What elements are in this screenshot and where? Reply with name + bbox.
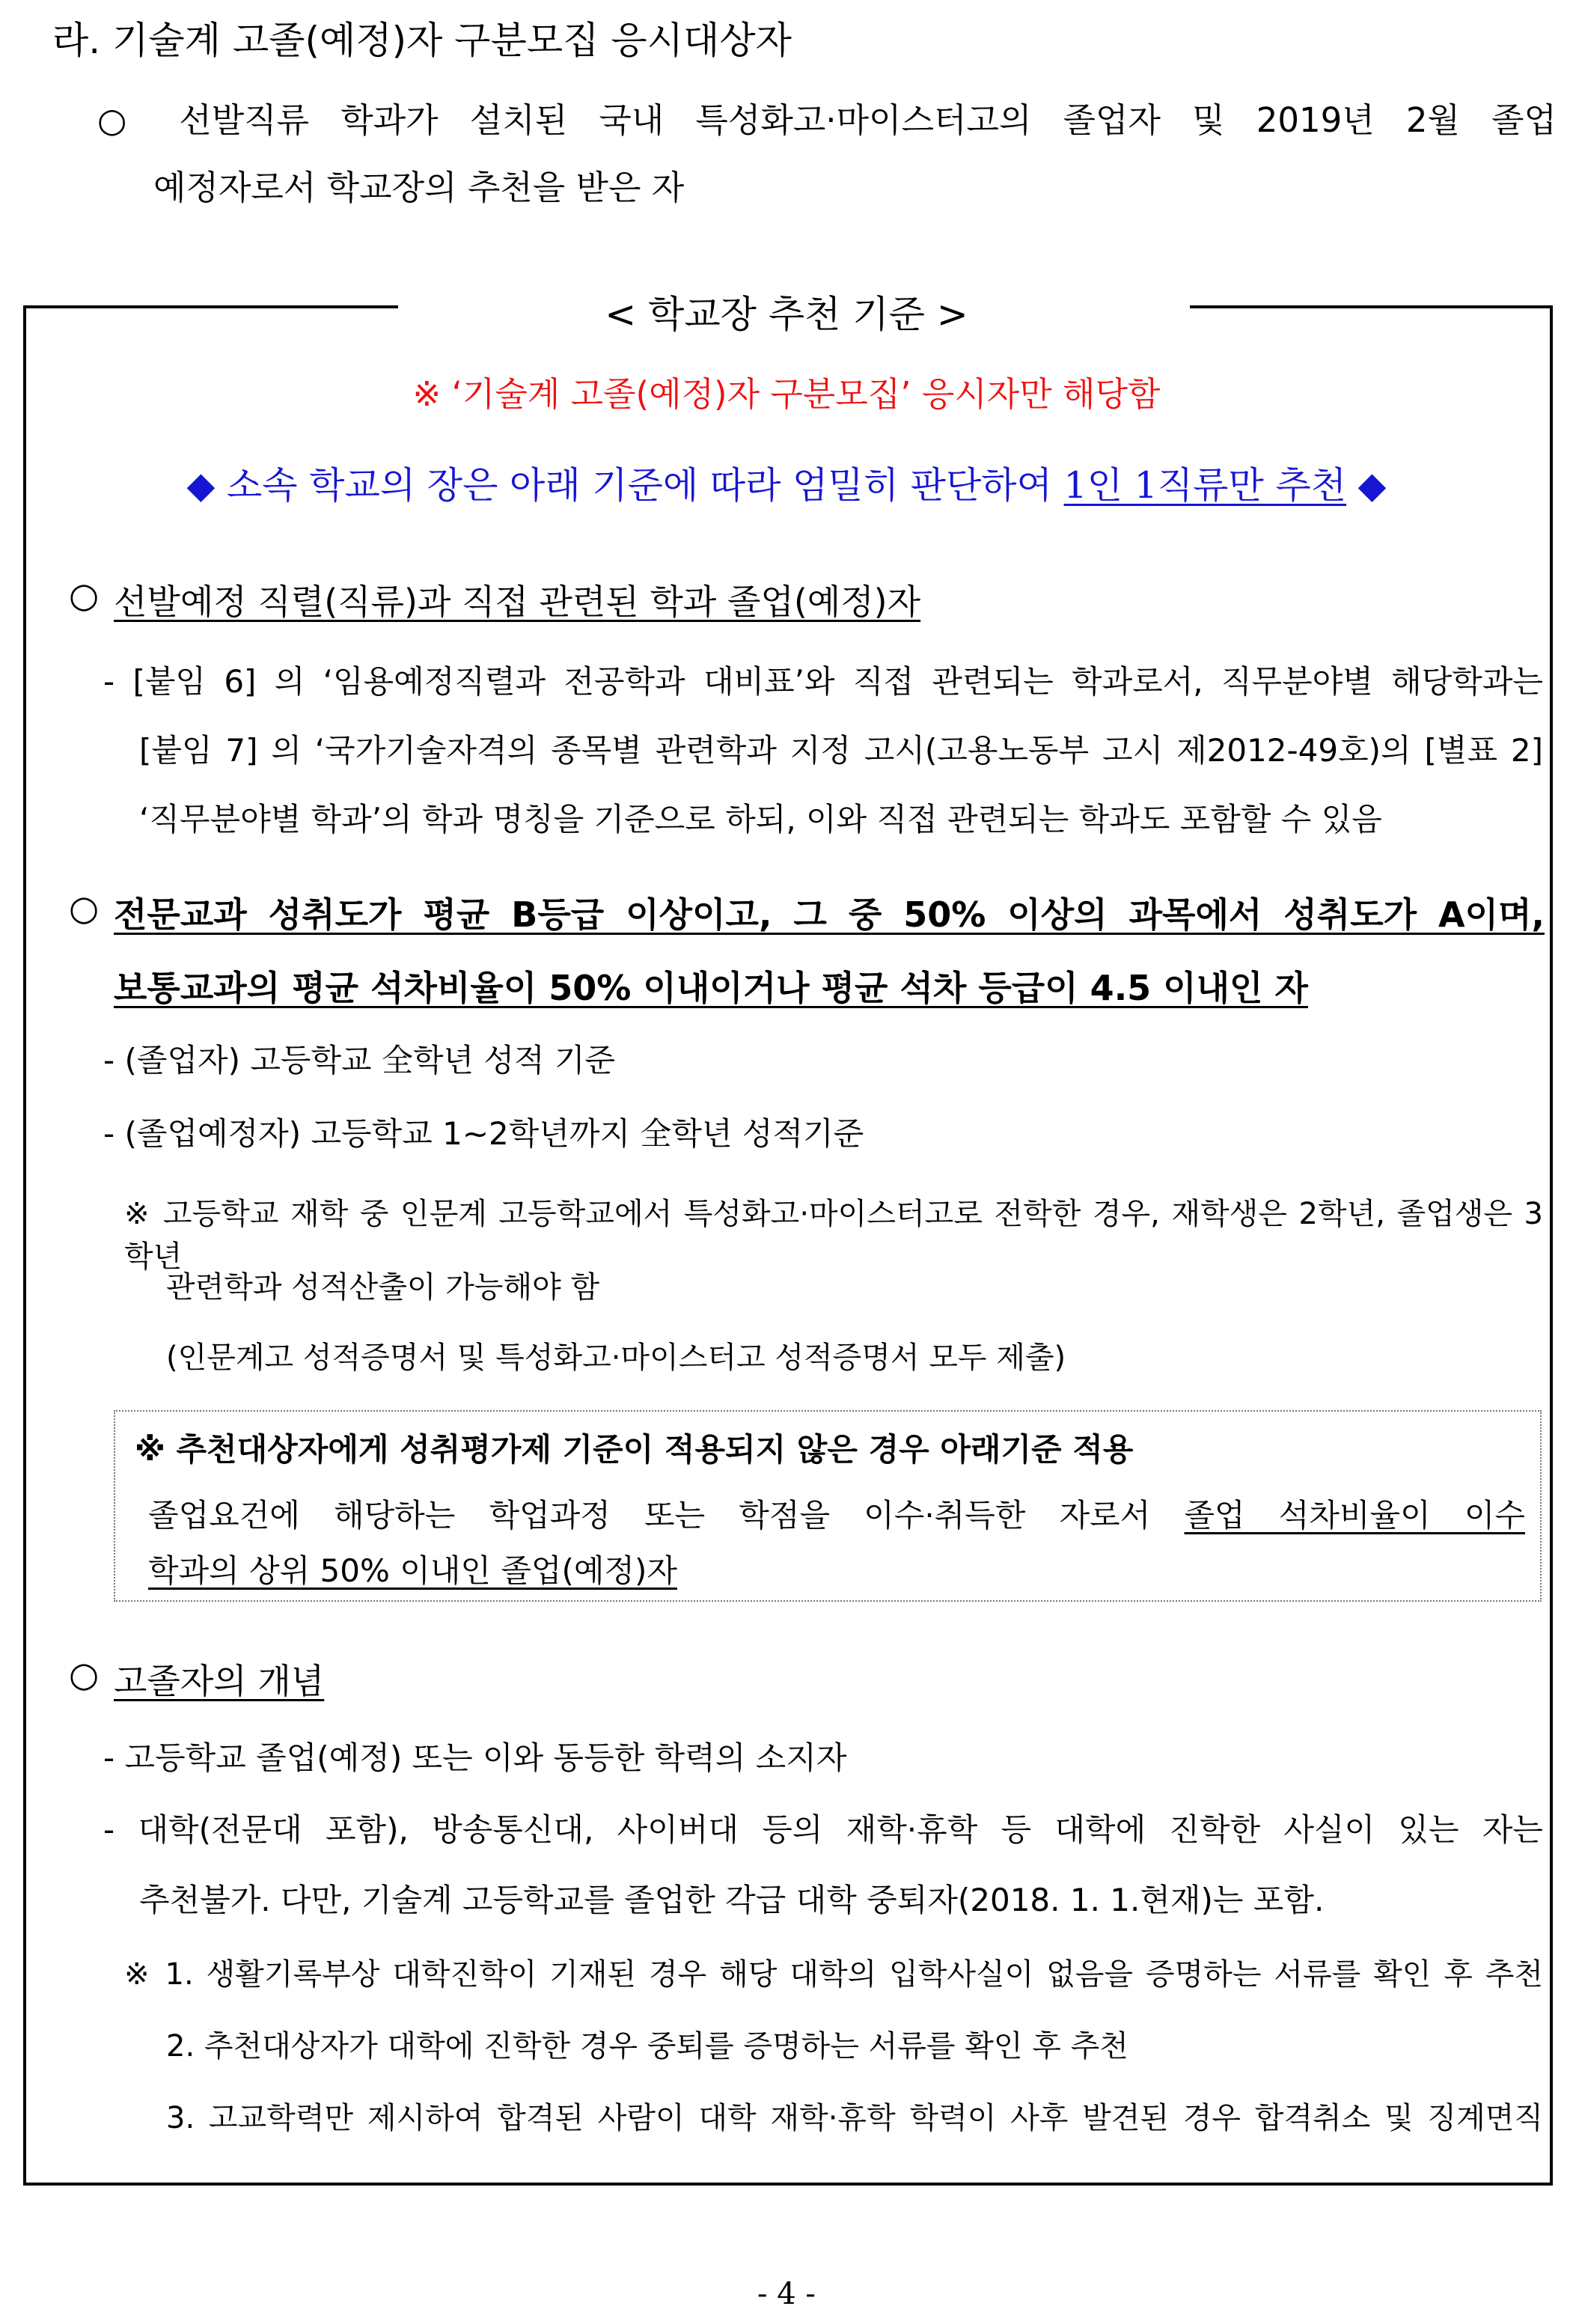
item2-title-2: 보통교과의 평균 석차비율이 50% 이내이거나 평균 석차 등급이 4.5 이내인 자	[114, 968, 1308, 1008]
criteria-title: < 학교장 추천 기준 >	[605, 293, 968, 336]
page-number: - 4 -	[757, 2277, 816, 2311]
item1-bullet: ○	[69, 575, 100, 615]
exception-box-line-1	[148, 1491, 1525, 1536]
intro-line-1: ○ 선발직류 학과가 설치된 국내 특성화고·마이스터고의 졸업자 및 2019년 2월 졸업	[97, 100, 1557, 140]
principle-prefix: ◆ 소속 학교의 장은 아래 기준에 따라 엄밀히 판단하여	[186, 464, 1064, 507]
item3-bullet: ○	[69, 1654, 100, 1695]
item1-title: 선발예정 직렬(직류)과 직접 관련된 학과 졸업(예정)자	[114, 582, 921, 622]
intro-line-2: 예정자로서 학교장의 추천을 받은 자	[153, 168, 685, 207]
item2-sub-1: - (졸업자) 고등학교 全학년 성적 기준	[103, 1042, 616, 1079]
item3-note-2: 2. 추천대상자가 대학에 진학한 경우 중퇴를 증명하는 서류를 확인 후 추천	[166, 2029, 1128, 2064]
principle-suffix: ◆	[1346, 464, 1387, 507]
item1-detail-3: ‘직무분야별 학과’의 학과 명칭을 기준으로 하되, 이와 직접 관련되는 학과도 포함할 수 있음	[139, 801, 1382, 838]
exception-box-line-1-underlined: 졸업 석차비율이 이수	[1184, 1497, 1525, 1534]
exception-box-title: ※ 추천대상자에게 성취평가제 기준이 적용되지 않은 경우 아래기준 적용	[135, 1431, 1134, 1468]
item1-detail-1: - [붙임 6] 의 ‘임용예정직렬과 전공학과 대비표’와 직접 관련되는 학과로서, 직무분야별 해당학과는	[103, 663, 1543, 700]
principle-underlined: 1인 1직류만 추천	[1063, 464, 1347, 507]
item3-sub-2b: 추천불가. 다만, 기술계 고등학교를 졸업한 각급 대학 중퇴자(2018. 1. 1.현재)는 포함.	[139, 1882, 1325, 1918]
item2-title-1: 전문교과 성취도가 평균 B등급 이상이고, 그 중 50% 이상의 과목에서 성취도가 A이며,	[114, 894, 1545, 935]
section-heading: 라. 기술계 고졸(예정)자 구분모집 응시대상자	[52, 19, 792, 62]
item2-sub-2: - (졸업예정자) 고등학교 1~2학년까지 全학년 성적기준	[103, 1115, 864, 1152]
exception-box-line-2: 학과의 상위 50% 이내인 졸업(예정)자	[148, 1552, 677, 1589]
item3-title: 고졸자의 개념	[114, 1661, 325, 1701]
principle-line	[0, 457, 1573, 509]
item3-note-3: 3. 고교학력만 제시하여 합격된 사람이 대학 재학·휴학 학력이 사후 발견된 경우 합격취소 및 징계면직	[166, 2101, 1543, 2135]
item1-detail-2: [붙임 7] 의 ‘국가기술자격의 종목별 관련학과 지정 고시(고용노동부 고시 제2012-49호)의 [별표 2]	[139, 732, 1543, 769]
item3-sub-2a: - 대학(전문대 포함), 방송통신대, 사이버대 등의 재학·휴학 등 대학에 진학한 사실이 있는 자는	[103, 1811, 1543, 1848]
exception-box-line-1-prefix: 졸업요건에 해당하는 학업과정 또는 학점을 이수·취득한 자로서	[148, 1497, 1185, 1534]
item2-note-2: 관련학과 성적산출이 가능해야 함	[166, 1270, 600, 1305]
item2-note-1: ※ 고등학교 재학 중 인문계 고등학교에서 특성화고·마이스터고로 전학한 경우, 재학생은 2학년, 졸업생은 3학년	[124, 1197, 1543, 1274]
item3-note-1: ※ 1. 생활기록부상 대학진학이 기재된 경우 해당 대학의 입학사실이 없음을 증명하는 서류를 확인 후 추천	[124, 1957, 1543, 1992]
item2-note-3: (인문계고 성적증명서 및 특성화고·마이스터고 성적증명서 모두 제출)	[166, 1341, 1066, 1375]
item2-bullet: ○	[69, 888, 100, 928]
item3-sub-1: - 고등학교 졸업(예정) 또는 이와 동등한 학력의 소지자	[103, 1739, 847, 1776]
notice-text: ※ ‘기술계 고졸(예정)자 구분모집’ 응시자만 해당함	[412, 374, 1161, 414]
